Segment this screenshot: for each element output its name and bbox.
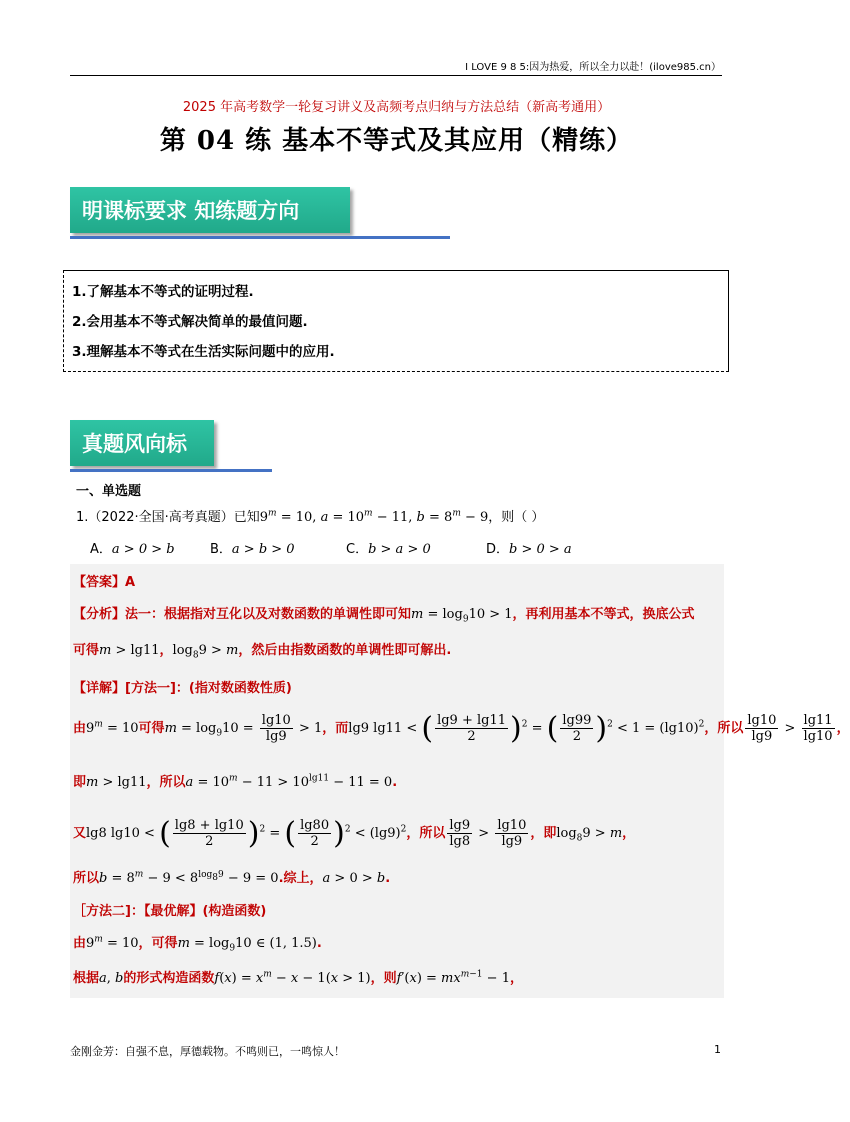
requirement-item: 3.理解基本不等式在生活实际问题中的应用. xyxy=(72,344,335,360)
page-number: 1 xyxy=(714,1043,721,1056)
question-condition: $9^m = 10$, $a = 10^m - 11$, $b = 8^m - 9$ xyxy=(259,508,489,525)
method2-line-1: 由$9^m = 10$，可得$m = \log_910$ ∈ (1, 1.5). xyxy=(73,934,322,954)
question-suffix: ，则（ ） xyxy=(488,510,545,525)
question-stem xyxy=(76,506,544,525)
option-d[interactable]: D．b > 0 > a xyxy=(486,542,572,557)
header-rule xyxy=(70,75,722,76)
detail-tag: 【详解】[方法一]：(指对数函数性质) xyxy=(73,681,292,696)
requirements-box xyxy=(63,270,729,372)
banner-requirements: 明课标要求 知练题方向 xyxy=(70,187,350,233)
banner-requirements-underline xyxy=(70,236,450,239)
option-a[interactable]: A．a > 0 > b xyxy=(90,542,175,557)
analysis-line-2: 可得m > lg11，$\log_89 > m$，然后由指数函数的单调性即可解出. xyxy=(73,643,452,661)
answer-tag: 【答案】A xyxy=(73,575,136,590)
question-prefix: 1.（2022·全国·高考真题）已知 xyxy=(76,510,260,525)
footer-motto: 金刚金芳：自强不息，厚德载物。不鸣则已，一鸣惊人！ xyxy=(70,1045,345,1058)
method2-tag: ［方法二]：【最优解】(构造函数) xyxy=(73,904,267,919)
detail-line-2: 即m > lg11，所以$a = 10^m - 11 > 10^{lg11} - 11 = 0$. xyxy=(73,773,398,790)
detail-line-1: 由$9^m = 10$可得$m = \log_910$ = $\frac{\lg 10}{\lg 9}$ > 1，而lg9 lg11 < ( $\frac{\lg 9 + \lg 11}{2}$ )$^2$ = ( $\frac{\lg 99}{2}$ )$^2 < 1 = (\lg 10)^2$，所以 $\frac{\lg 10}{\lg 9}$ > $\frac{\lg 11}{\lg 10}$ ， xyxy=(73,711,850,746)
requirement-item: 1.了解基本不等式的证明过程. xyxy=(72,284,254,300)
series-title: 2025 年高考数学一轮复习讲义及高频考点归纳与方法总结（新高考通用） xyxy=(182,100,611,115)
requirement-item: 2.会用基本不等式解决简单的最值问题. xyxy=(72,314,308,330)
detail-line-3: 又lg8 lg10 < ( $\frac{\lg 8 + \lg 10}{2}$ )$^2$ = ( $\frac{\lg 80}{2}$ )$^2 < (\lg 9)^2$，所以 $\frac{\lg 9}{\lg 8}$ > $\frac{\lg 10}{\lg 9}$ ，即$\log_89 > m$， xyxy=(73,816,636,851)
method2-line-2: 根据a, b的形式构造函数$f(x) = x^m - x - 1(x > 1)$，则$f'(x) = mx^{m-1} - 1$， xyxy=(73,969,523,986)
option-b[interactable]: B．a > b > 0 xyxy=(210,542,295,557)
detail-line-4: 所以$b = 8^m - 9 < 8^{log_89} - 9 = 0$.综上，a > 0 > b. xyxy=(73,869,391,886)
page-title: 第 04 练 基本不等式及其应用（精练） xyxy=(159,126,634,156)
section-heading: 一、单选题 xyxy=(76,484,142,499)
banner-real-exam-underline xyxy=(70,469,272,472)
analysis-line-1: 【分析】法一：根据指对互化以及对数函数的单调性即可知$m = \log_910 > 1$，再利用基本不等式，换底公式 xyxy=(73,607,695,625)
header-site-text: I LOVE 9 8 5:因为热爱，所以全力以赴！(ilove985.cn） xyxy=(465,62,721,73)
option-c[interactable]: C．b > a > 0 xyxy=(346,542,431,557)
banner-real-exam: 真题风向标 xyxy=(70,420,214,466)
